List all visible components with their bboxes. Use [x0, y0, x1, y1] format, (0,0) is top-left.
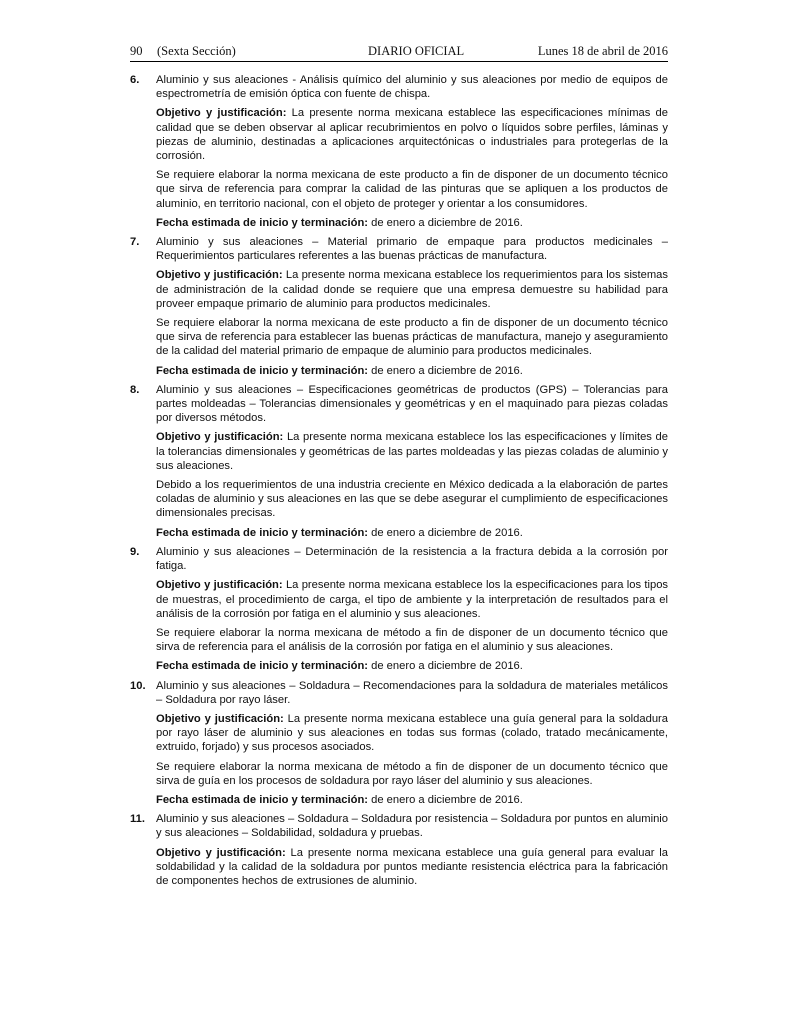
- objective-text: La presente norma mexicana establece una guía general para la soldadura por rayo láser de aluminio y sus aleaciones en todas sus formas (colado, tratado mecánicamente, extruido, forjado) y sus procesos asociados.: [156, 712, 668, 754]
- objective-paragraph: [156, 578, 668, 621]
- publication-date: Lunes 18 de abril de 2016: [537, 44, 668, 58]
- header-rule: [130, 61, 668, 62]
- justification-paragraph: Se requiere elaborar la norma mexicana de este producto a fin de disponer de un documento técnico que sirva de referencia para comprar la calidad de las pinturas que se apliquen a los productos de aluminio, en territorio nacional, con el objeto de proteger y orientar a los consumidores.: [156, 169, 668, 210]
- objective-text: La presente norma mexicana establece los las especificaciones y límites de la tolerancias dimensionales y geométricas de las partes moldeadas y las piezas coladas de aluminio y sus aleaciones.: [156, 431, 668, 472]
- item-number: 10.: [130, 679, 146, 692]
- list-item: [130, 383, 668, 540]
- dates-label: Fecha estimada de inicio y terminación:: [156, 793, 369, 806]
- objective-paragraph: [156, 430, 668, 473]
- list-item: [130, 679, 668, 808]
- item-title: Aluminio y sus aleaciones – Especificaciones geométricas de productos (GPS) – Tolerancias para partes moldeadas – Tolerancias dimensionales y geométricas y en el maquinado para piezas coladas por diversos métodos.: [156, 383, 668, 425]
- objective-label: Objetivo y justificación:: [156, 579, 283, 592]
- section-label: (Sexta Sección): [157, 44, 236, 58]
- item-number: 9.: [130, 545, 140, 558]
- list-item: [130, 73, 668, 230]
- dates-label: Fecha estimada de inicio y terminación:: [156, 216, 369, 229]
- dates-paragraph: [156, 659, 668, 673]
- item-title: Aluminio y sus aleaciones – Determinación de la resistencia a la fractura debida a la corrosión por fatiga.: [156, 545, 668, 573]
- objective-label: Objetivo y justificación:: [156, 269, 283, 282]
- item-title: Aluminio y sus aleaciones – Material primario de empaque para productos medicinales – Requerimientos particulares referentes a las buenas prácticas de manufactura.: [156, 236, 668, 263]
- dates-paragraph: [156, 364, 668, 378]
- dates-text: de enero a diciembre de 2016.: [371, 660, 523, 673]
- dates-label: Fecha estimada de inicio y terminación:: [156, 660, 369, 673]
- dates-text: de enero a diciembre de 2016.: [371, 793, 523, 806]
- objective-paragraph: [156, 712, 668, 755]
- item-number: 7.: [130, 236, 140, 249]
- objective-label: Objetivo y justificación:: [156, 846, 286, 859]
- list-item: [130, 235, 668, 378]
- item-title: Aluminio y sus aleaciones – Soldadura – Soldadura por resistencia – Soldadura por puntos en aluminio y sus aleaciones – Soldabilidad, soldadura y pruebas.: [156, 813, 668, 840]
- objective-paragraph: [156, 106, 668, 163]
- objective-paragraph: [156, 846, 668, 889]
- item-number: 8.: [130, 383, 140, 396]
- item-number: 11.: [130, 813, 145, 826]
- dates-text: de enero a diciembre de 2016.: [371, 364, 523, 377]
- justification-paragraph: Se requiere elaborar la norma mexicana de método a fin de disponer de un documento técnico que sirva de referencia para el análisis de la corrosión por fatiga en el aluminio y sus aleaciones.: [156, 626, 668, 654]
- objective-label: Objetivo y justificación:: [156, 712, 284, 725]
- dates-text: de enero a diciembre de 2016.: [371, 216, 523, 229]
- list-item: [130, 545, 668, 674]
- objective-label: Objetivo y justificación:: [156, 431, 284, 444]
- document-body: [130, 73, 668, 893]
- dates-paragraph: [156, 216, 668, 230]
- objective-text: La presente norma mexicana establece una guía general para evaluar la soldabilidad y la calidad de la soldadura por puntos mediante resistencia eléctrica para la fabricación de componentes hechos de extrusiones de aluminio.: [156, 846, 668, 887]
- item-title: Aluminio y sus aleaciones - Análisis químico del aluminio y sus aleaciones por medio de equipos de espectrometría de emisión óptica con fuente de chispa.: [156, 74, 668, 101]
- publication-title: DIARIO OFICIAL: [368, 44, 465, 58]
- justification-paragraph: Se requiere elaborar la norma mexicana de este producto a fin de disponer de un documento técnico que sirva de referencia para establecer las buenas prácticas de manufactura, manejo y aseguramiento de la calidad del material primario de empaque de aluminio para productos medicinales.: [156, 317, 668, 358]
- objective-label: Objetivo y justificación:: [156, 107, 287, 120]
- justification-paragraph: Debido a los requerimientos de una industria creciente en México dedicada a la elaboración de partes coladas de aluminio y sus aleaciones en las que se debe asegurar el cumplimiento de especificaciones dimensionales precisas.: [156, 479, 668, 520]
- objective-text: La presente norma mexicana establece los la especificaciones para los tipos de muestras, el procedimiento de carga, el tipo de ambiente y la interpretación de resultados para el análisis de la corrosión por fatiga en el aluminio y sus aleaciones.: [156, 579, 669, 620]
- objective-paragraph: [156, 268, 668, 311]
- dates-text: de enero a diciembre de 2016.: [371, 526, 523, 539]
- dates-paragraph: [156, 793, 668, 807]
- dates-paragraph: [156, 526, 668, 540]
- page-number: 90: [130, 44, 143, 58]
- item-number: 6.: [130, 74, 140, 86]
- item-title: Aluminio y sus aleaciones – Soldadura – Recomendaciones para la soldadura de materiales metálicos – Soldadura por rayo láser.: [156, 679, 668, 706]
- justification-paragraph: Se requiere elaborar la norma mexicana de método a fin de disponer de un documento técnico que sirva de guía en los procesos de soldadura por rayo láser del aluminio y sus aleaciones.: [156, 760, 668, 787]
- list-item: [130, 812, 668, 888]
- dates-label: Fecha estimada de inicio y terminación:: [156, 364, 369, 377]
- dates-label: Fecha estimada de inicio y terminación:: [156, 526, 369, 539]
- objective-text: La presente norma mexicana establece los requerimientos para los sistemas de administración de la calidad donde se requiere que una empresa demuestre su habilidad para proveer empaque primario de aluminio para productos medicinales.: [156, 269, 668, 310]
- objective-text: La presente norma mexicana establece las especificaciones mínimas de calidad que se deben observar al aplicar recubrimientos en polvo o líquidos sobre perfiles, láminas y piezas de aluminio, destinadas a aplicaciones arquitectónicas o industriales para protegerlas de la corrosión.: [156, 107, 668, 163]
- page-header: [130, 44, 668, 60]
